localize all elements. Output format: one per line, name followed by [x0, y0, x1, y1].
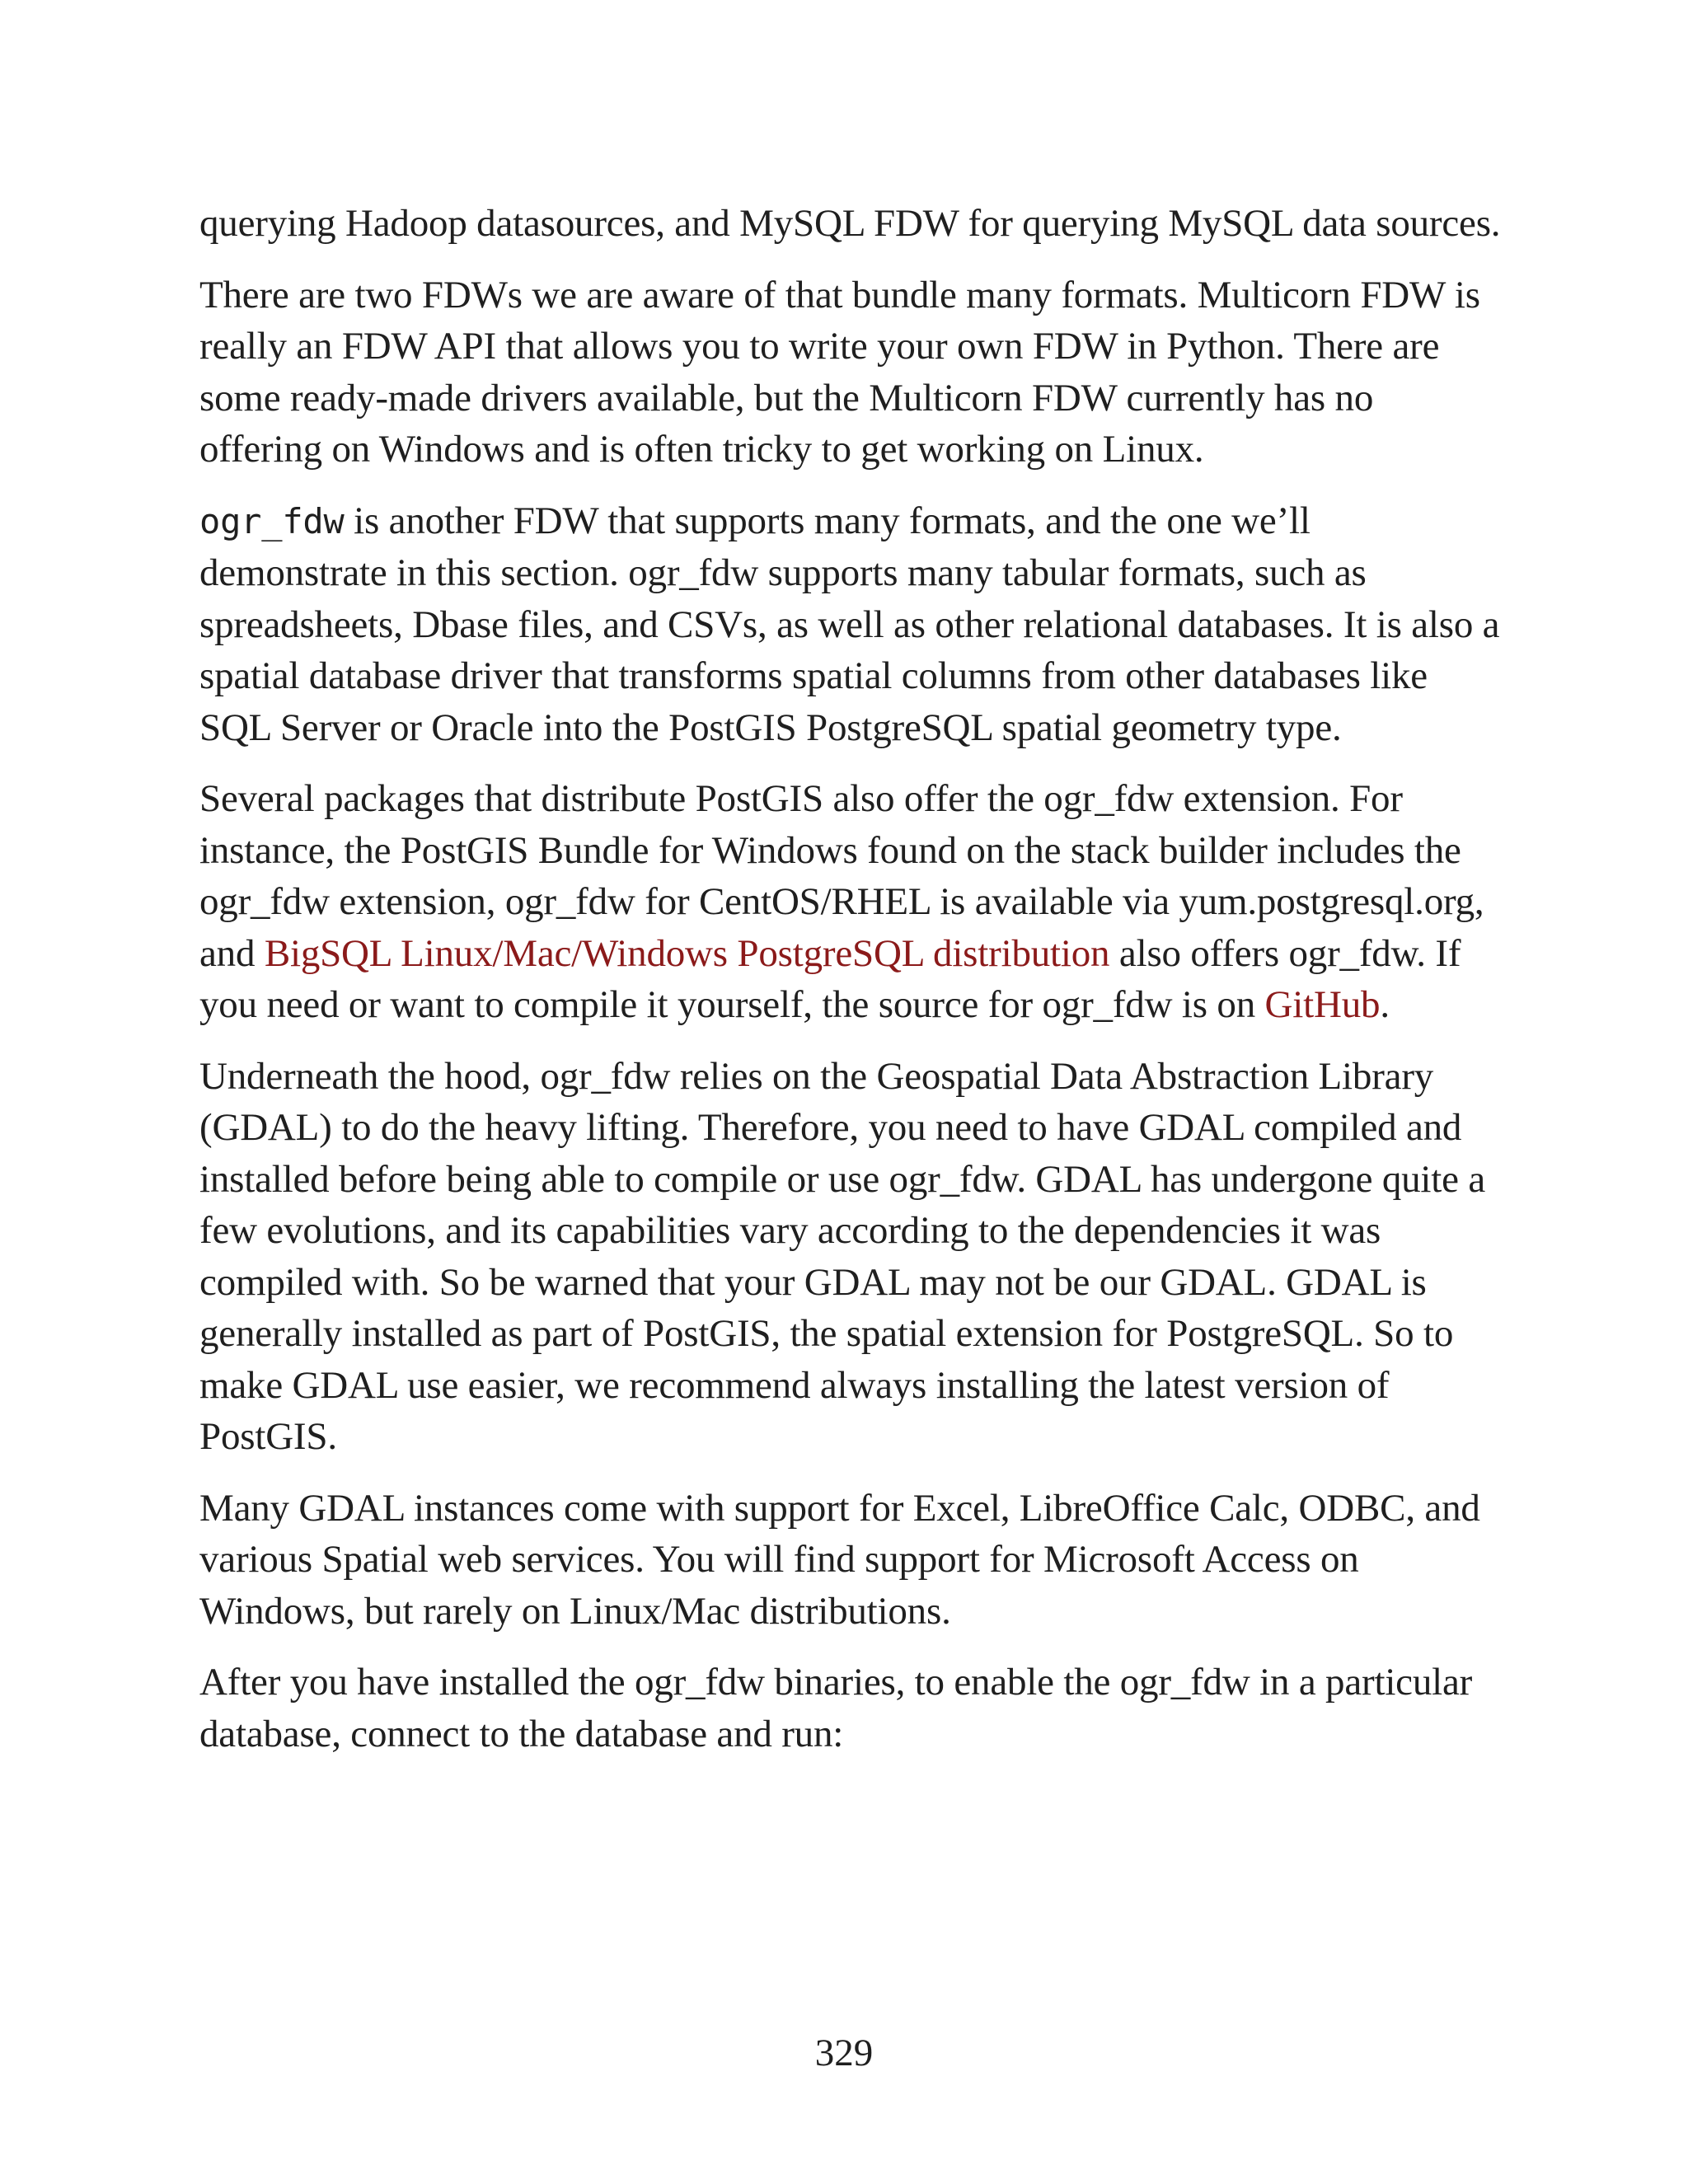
body-text: [199, 198, 1502, 1779]
bigsql-distribution-link[interactable]: BigSQL Linux/Mac/Windows PostgreSQL distribution: [264, 931, 1110, 975]
page-number: 329: [814, 2032, 874, 2074]
paragraph-7: [199, 1657, 1502, 1760]
paragraph-2-text: There are two FDWs we are aware of that bundle many formats. Multicorn FDW is really an FDW API that allows you to write your own FDW in Python. There are some ready-made drivers available, but the Multicorn FDW currently has no offering on Windows and is often tricky to get working on Linux.: [199, 273, 1480, 471]
paragraph-7-text: After you have installed the ogr_fdw binaries, to enable the ogr_fdw in a particular database, connect to the database and run:: [199, 1661, 1473, 1755]
paragraph-3-text: is another FDW that supports many formats, and the one we’ll demonstrate in this section. ogr_fdw supports many tabular formats, such as spreadsheets, Dbase files, and CSVs, as well as other relational databases. It is also a spatial database driver that transforms spatial columns from other databases like SQL Server or Oracle into the PostGIS PostgreSQL spatial geometry type.: [199, 499, 1500, 749]
paragraph-4: [199, 773, 1502, 1031]
paragraph-5-text: Underneath the hood, ogr_fdw relies on the Geospatial Data Abstraction Library (GDAL) to do the heavy lifting. Therefore, you need to have GDAL compiled and installed before being able to compile or use ogr_fdw. GDAL has undergone quite a few evolutions, and its capabilities vary according to the dependencies it was compiled with. So be warned that your GDAL may not be our GDAL. GDAL is generally installed as part of PostGIS, the spatial extension for PostgreSQL. So to make GDAL use easier, we recommend always installing the latest version of PostGIS.: [199, 1054, 1486, 1458]
paragraph-6-text: Many GDAL instances come with support for Excel, LibreOffice Calc, ODBC, and various Spatial web services. You will find support for Microsoft Access on Windows, but rarely on Linux/Mac distributions.: [199, 1486, 1480, 1633]
github-link[interactable]: GitHub: [1264, 983, 1381, 1026]
paragraph-2: [199, 269, 1502, 476]
paragraph-4-text-a: Several packages that distribute PostGIS also offer the ogr_fdw extension. For instance, the PostGIS Bundle for Windows found on the stack builder includes the ogr_fdw extension, ogr_fdw for CentOS/RHEL is available via yum.postgresql.org, and: [199, 777, 1484, 975]
inline-code-ogr-fdw: ogr_fdw: [199, 500, 345, 541]
paragraph-1: [199, 198, 1502, 250]
paragraph-4-text-c: .: [1380, 983, 1390, 1026]
paragraph-1-text: querying Hadoop datasources, and MySQL FDW for querying MySQL data sources.: [199, 202, 1501, 245]
paragraph-4-text-b: also offers ogr_fdw. If you need or want to compile it yourself, the source for ogr_fdw is on: [199, 931, 1461, 1026]
paragraph-5: [199, 1051, 1502, 1463]
paragraph-6: [199, 1483, 1502, 1638]
paragraph-3: [199, 495, 1502, 754]
